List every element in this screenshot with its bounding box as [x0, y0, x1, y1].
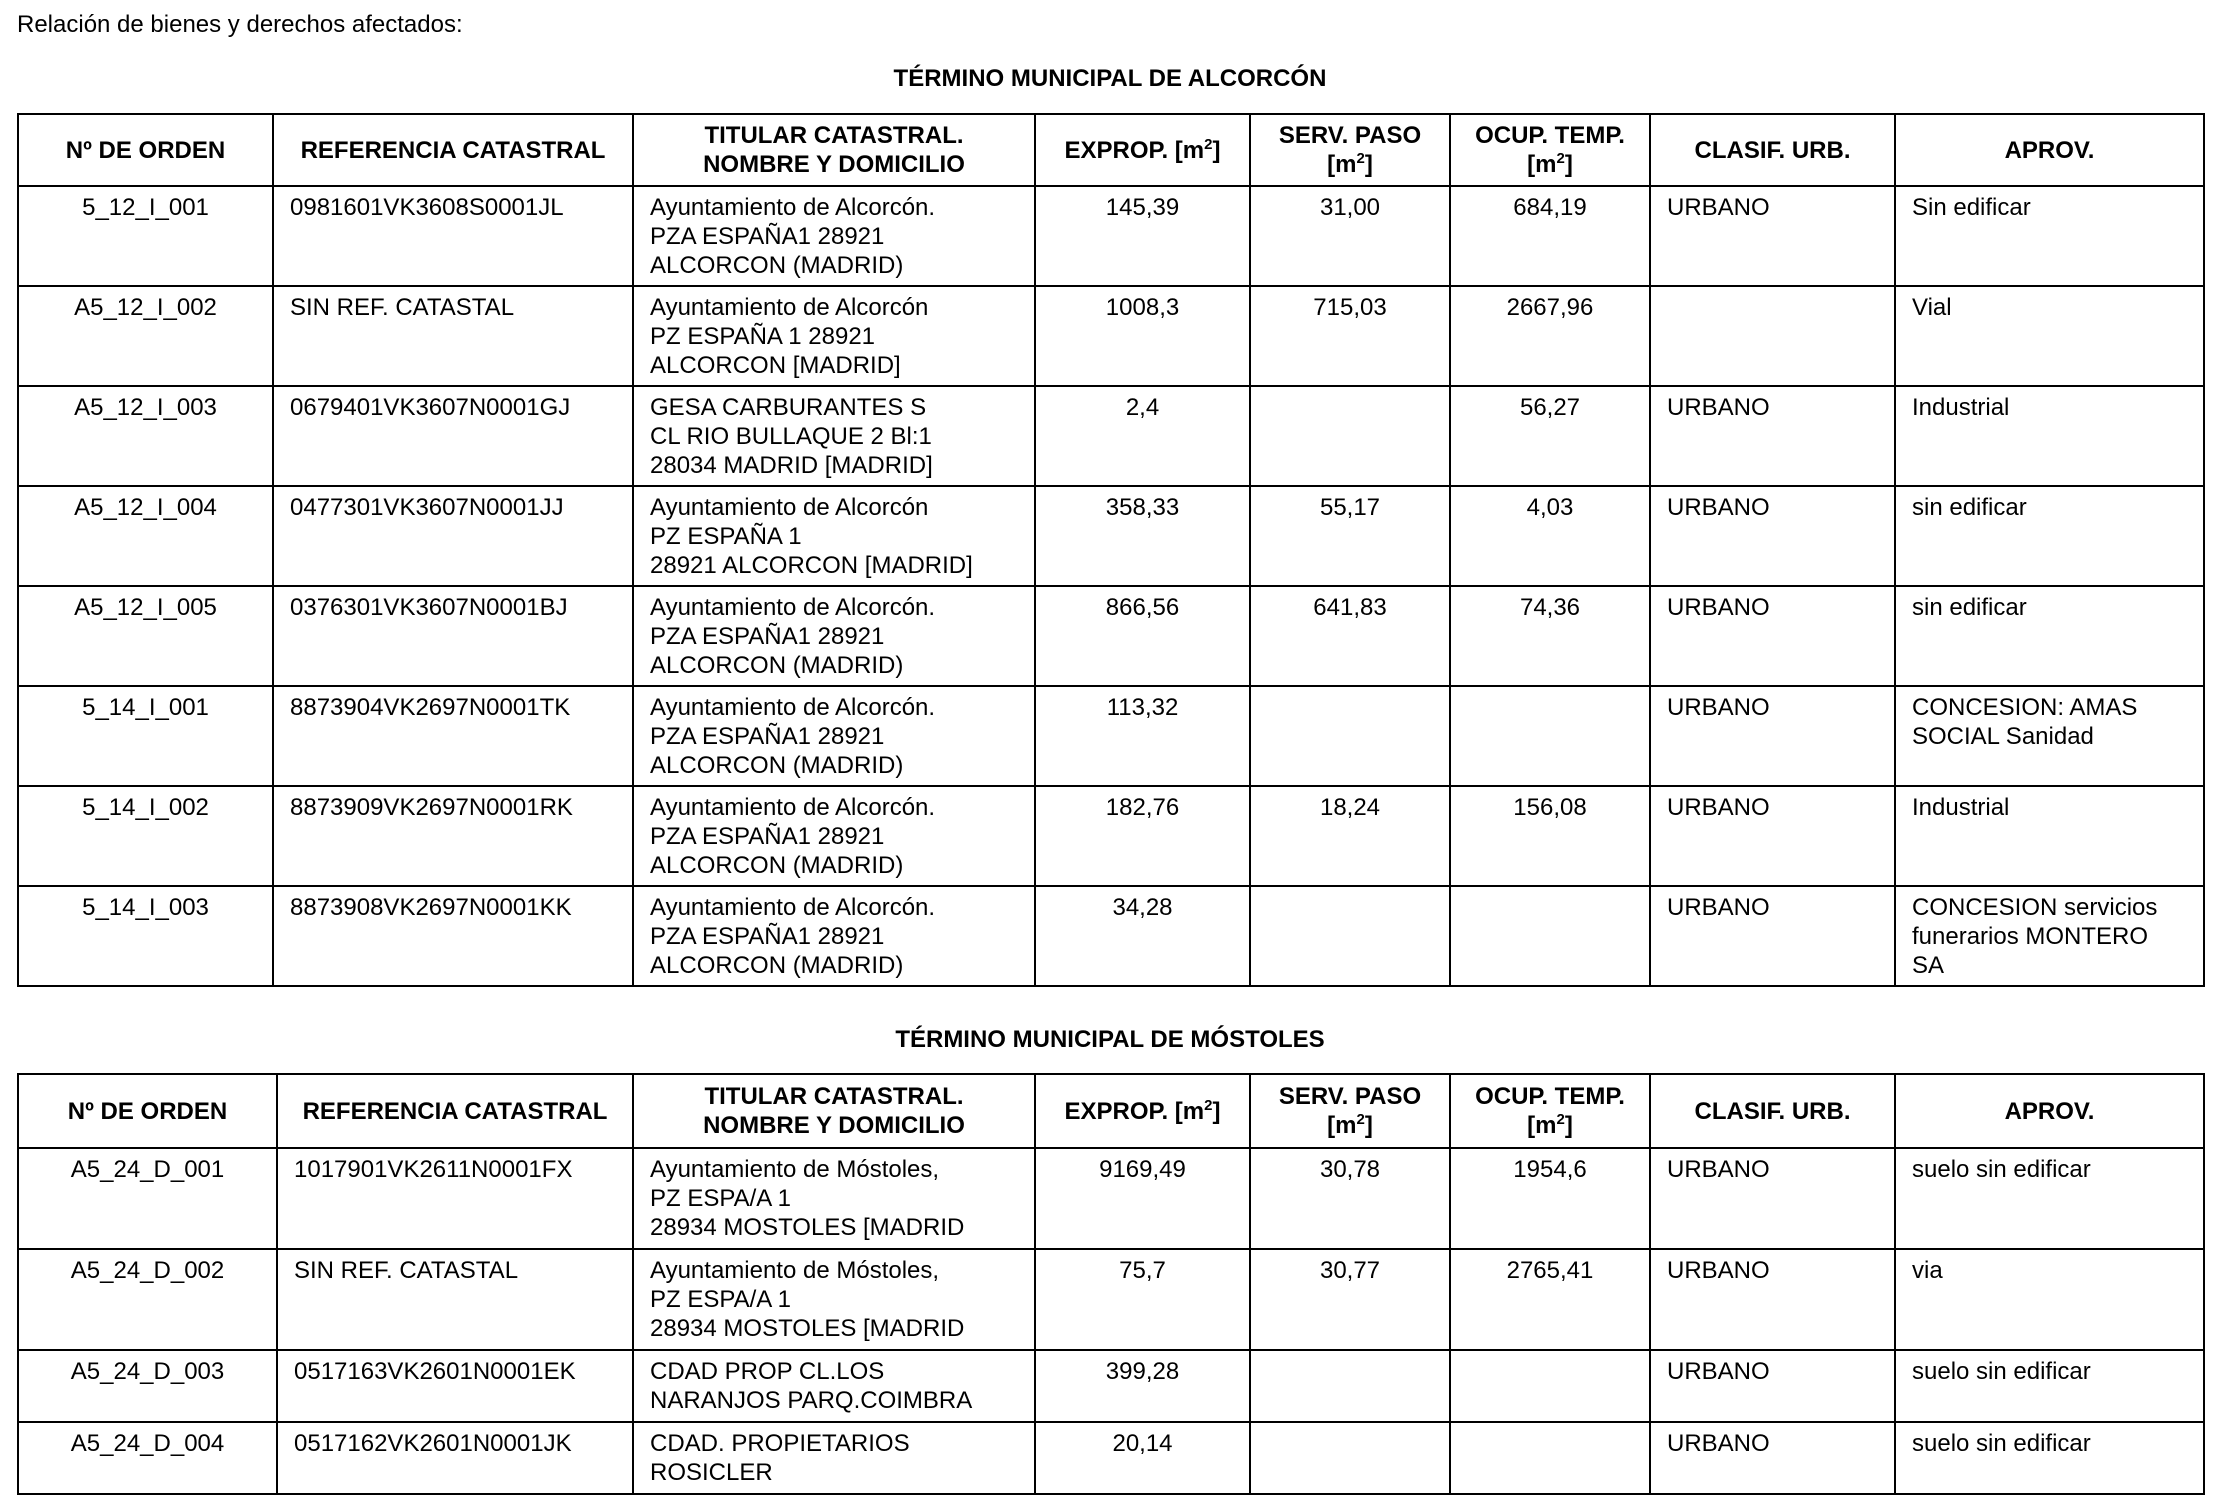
cell-aprov: CONCESION servicios funerarios MONTERO SA	[1895, 886, 2204, 986]
cell-aprov: sin edificar	[1895, 486, 2204, 586]
cell-titular: Ayuntamiento de Alcorcón. PZA ESPAÑA1 28921 ALCORCON (MADRID)	[633, 186, 1035, 286]
cell-clasif: URBANO	[1650, 786, 1895, 886]
cell-ocup-temp: 156,08	[1450, 786, 1650, 886]
col-titular: TITULAR CATASTRAL. NOMBRE Y DOMICILIO	[633, 114, 1035, 186]
cell-ocup-temp: 2765,41	[1450, 1249, 1650, 1350]
table-header	[18, 1074, 2204, 1148]
cell-referencia: 0517163VK2601N0001EK	[277, 1350, 633, 1422]
cell-titular: Ayuntamiento de Alcorcón. PZA ESPAÑA1 28921 ALCORCON (MADRID)	[633, 886, 1035, 986]
cell-exprop: 182,76	[1035, 786, 1250, 886]
col-clasif: CLASIF. URB.	[1650, 114, 1895, 186]
table-row	[18, 486, 2204, 586]
cell-orden: 5_14_I_002	[18, 786, 273, 886]
col-referencia: REFERENCIA CATASTRAL	[277, 1074, 633, 1148]
cell-ocup-temp: 4,03	[1450, 486, 1650, 586]
cell-orden: 5_14_I_003	[18, 886, 273, 986]
col-exprop: EXPROP. $[m^2]$	[1035, 1074, 1250, 1148]
cell-titular: Ayuntamiento de Alcorcón PZ ESPAÑA 1 28921 ALCORCON [MADRID]	[633, 486, 1035, 586]
intro-text: Relación de bienes y derechos afectados:	[17, 11, 463, 38]
cell-ocup-temp	[1450, 886, 1650, 986]
table-row	[18, 1249, 2204, 1350]
cell-exprop: 34,28	[1035, 886, 1250, 986]
col-serv-paso: SERV. PASO $[m^2]$	[1250, 1074, 1450, 1148]
cell-orden: 5_12_I_001	[18, 186, 273, 286]
cell-clasif: URBANO	[1650, 486, 1895, 586]
cell-exprop: 358,33	[1035, 486, 1250, 586]
cell-ocup-temp: 684,19	[1450, 186, 1650, 286]
cell-aprov: Sin edificar	[1895, 186, 2204, 286]
cell-aprov: via	[1895, 1249, 2204, 1350]
cell-titular: Ayuntamiento de Móstoles, PZ ESPA/A 1 28934 MOSTOLES [MADRID	[633, 1148, 1035, 1249]
cell-ocup-temp: 56,27	[1450, 386, 1650, 486]
cell-aprov: Vial	[1895, 286, 2204, 386]
col-clasif: CLASIF. URB.	[1650, 1074, 1895, 1148]
cell-titular: CDAD. PROPIETARIOS ROSICLER	[633, 1422, 1035, 1494]
col-ocup-temp: OCUP. TEMP. $[m^2]$	[1450, 114, 1650, 186]
cell-serv-paso: 715,03	[1250, 286, 1450, 386]
cell-serv-paso: 18,24	[1250, 786, 1450, 886]
table-row	[18, 1350, 2204, 1422]
cell-aprov: Industrial	[1895, 386, 2204, 486]
col-aprov: APROV.	[1895, 114, 2204, 186]
cell-orden: A5_12_I_003	[18, 386, 273, 486]
section-title-alcorcon: TÉRMINO MUNICIPAL DE ALCORCÓN	[893, 65, 1327, 92]
table-alcorcon	[17, 113, 2205, 987]
cell-aprov: suelo sin edificar	[1895, 1422, 2204, 1494]
cell-serv-paso: 30,77	[1250, 1249, 1450, 1350]
table-row	[18, 586, 2204, 686]
cell-referencia: 0517162VK2601N0001JK	[277, 1422, 633, 1494]
col-referencia: REFERENCIA CATASTRAL	[273, 114, 633, 186]
cell-aprov: Industrial	[1895, 786, 2204, 886]
cell-clasif: URBANO	[1650, 386, 1895, 486]
cell-titular: Ayuntamiento de Alcorcón. PZA ESPAÑA1 28921 ALCORCON (MADRID)	[633, 786, 1035, 886]
cell-titular: GESA CARBURANTES S CL RIO BULLAQUE 2 Bl:1 28034 MADRID [MADRID]	[633, 386, 1035, 486]
cell-ocup-temp: 2667,96	[1450, 286, 1650, 386]
cell-referencia: SIN REF. CATASTAL	[273, 286, 633, 386]
cell-referencia: 0679401VK3607N0001GJ	[273, 386, 633, 486]
cell-orden: A5_24_D_002	[18, 1249, 277, 1350]
cell-aprov: CONCESION: AMAS SOCIAL Sanidad	[1895, 686, 2204, 786]
cell-clasif: URBANO	[1650, 586, 1895, 686]
table-row	[18, 786, 2204, 886]
cell-referencia: 0376301VK3607N0001BJ	[273, 586, 633, 686]
cell-referencia: 0981601VK3608S0001JL	[273, 186, 633, 286]
cell-clasif	[1650, 286, 1895, 386]
table-row	[18, 686, 2204, 786]
cell-exprop: 9169,49	[1035, 1148, 1250, 1249]
col-serv-paso: SERV. PASO $[m^2]$	[1250, 114, 1450, 186]
cell-aprov: suelo sin edificar	[1895, 1350, 2204, 1422]
cell-exprop: 399,28	[1035, 1350, 1250, 1422]
cell-ocup-temp	[1450, 1350, 1650, 1422]
cell-exprop: 145,39	[1035, 186, 1250, 286]
cell-ocup-temp	[1450, 686, 1650, 786]
cell-ocup-temp: 74,36	[1450, 586, 1650, 686]
cell-titular: Ayuntamiento de Móstoles, PZ ESPA/A 1 28934 MOSTOLES [MADRID	[633, 1249, 1035, 1350]
cell-orden: A5_12_I_004	[18, 486, 273, 586]
cell-exprop: 20,14	[1035, 1422, 1250, 1494]
cell-titular: Ayuntamiento de Alcorcón. PZA ESPAÑA1 28921 ALCORCON (MADRID)	[633, 686, 1035, 786]
col-aprov: APROV.	[1895, 1074, 2204, 1148]
cell-titular: Ayuntamiento de Alcorcón PZ ESPAÑA 1 28921 ALCORCON [MADRID]	[633, 286, 1035, 386]
cell-clasif: URBANO	[1650, 886, 1895, 986]
col-orden: Nº DE ORDEN	[18, 114, 273, 186]
table-row	[18, 1148, 2204, 1249]
cell-serv-paso	[1250, 886, 1450, 986]
col-titular: TITULAR CATASTRAL. NOMBRE Y DOMICILIO	[633, 1074, 1035, 1148]
table-row	[18, 1422, 2204, 1494]
cell-orden: A5_12_I_005	[18, 586, 273, 686]
cell-referencia: SIN REF. CATASTAL	[277, 1249, 633, 1350]
table-row	[18, 386, 2204, 486]
cell-exprop: 2,4	[1035, 386, 1250, 486]
cell-titular: CDAD PROP CL.LOS NARANJOS PARQ.COIMBRA	[633, 1350, 1035, 1422]
cell-serv-paso	[1250, 686, 1450, 786]
cell-exprop: 75,7	[1035, 1249, 1250, 1350]
cell-referencia: 8873904VK2697N0001TK	[273, 686, 633, 786]
cell-orden: A5_24_D_004	[18, 1422, 277, 1494]
cell-exprop: 113,32	[1035, 686, 1250, 786]
cell-ocup-temp: 1954,6	[1450, 1148, 1650, 1249]
col-exprop: EXPROP. $[m^2]$	[1035, 114, 1250, 186]
cell-orden: 5_14_I_001	[18, 686, 273, 786]
table-row	[18, 286, 2204, 386]
table-header	[18, 114, 2204, 186]
cell-aprov: sin edificar	[1895, 586, 2204, 686]
cell-clasif: URBANO	[1650, 1422, 1895, 1494]
cell-clasif: URBANO	[1650, 1350, 1895, 1422]
cell-serv-paso: 30,78	[1250, 1148, 1450, 1249]
cell-serv-paso: 31,00	[1250, 186, 1450, 286]
cell-serv-paso	[1250, 386, 1450, 486]
cell-referencia: 8873908VK2697N0001KK	[273, 886, 633, 986]
section-title-mostoles: TÉRMINO MUNICIPAL DE MÓSTOLES	[895, 1026, 1325, 1053]
cell-exprop: 1008,3	[1035, 286, 1250, 386]
cell-clasif: URBANO	[1650, 186, 1895, 286]
cell-clasif: URBANO	[1650, 1249, 1895, 1350]
table-row	[18, 186, 2204, 286]
cell-referencia: 1017901VK2611N0001FX	[277, 1148, 633, 1249]
cell-orden: A5_24_D_001	[18, 1148, 277, 1249]
cell-clasif: URBANO	[1650, 686, 1895, 786]
col-ocup-temp: OCUP. TEMP. $[m^2]$	[1450, 1074, 1650, 1148]
col-orden: Nº DE ORDEN	[18, 1074, 277, 1148]
cell-titular: Ayuntamiento de Alcorcón. PZA ESPAÑA1 28921 ALCORCON (MADRID)	[633, 586, 1035, 686]
cell-orden: A5_24_D_003	[18, 1350, 277, 1422]
cell-serv-paso: 641,83	[1250, 586, 1450, 686]
cell-exprop: 866,56	[1035, 586, 1250, 686]
table-row	[18, 886, 2204, 986]
cell-referencia: 0477301VK3607N0001JJ	[273, 486, 633, 586]
cell-referencia: 8873909VK2697N0001RK	[273, 786, 633, 886]
cell-serv-paso	[1250, 1422, 1450, 1494]
table-mostoles	[17, 1073, 2205, 1495]
cell-ocup-temp	[1450, 1422, 1650, 1494]
cell-clasif: URBANO	[1650, 1148, 1895, 1249]
cell-serv-paso: 55,17	[1250, 486, 1450, 586]
cell-serv-paso	[1250, 1350, 1450, 1422]
cell-orden: A5_12_I_002	[18, 286, 273, 386]
cell-aprov: suelo sin edificar	[1895, 1148, 2204, 1249]
